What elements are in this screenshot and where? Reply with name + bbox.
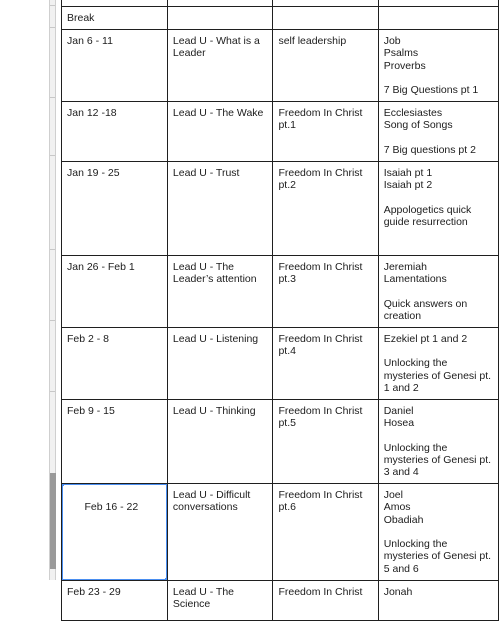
reading-cell[interactable]: Joel Amos Obadiah Unlocking the mysteries of Genesi pt. 5 and 6 xyxy=(378,484,498,580)
table-row xyxy=(62,7,499,30)
date-cell[interactable]: Feb 9 - 15 xyxy=(62,400,168,484)
reading-cell[interactable]: Jonah xyxy=(378,580,498,620)
row-marker xyxy=(50,249,55,250)
date-cell[interactable]: Jan 12 -18 xyxy=(62,102,168,162)
row-gutter xyxy=(0,0,52,580)
lead-u-cell[interactable]: Lead U - Trust xyxy=(167,162,273,256)
reading-cell[interactable] xyxy=(378,7,498,30)
reading-cell[interactable]: Jeremiah Lamentations Quick answers on creation xyxy=(378,256,498,328)
date-cell[interactable]: Feb 2 - 8 xyxy=(62,328,168,400)
study-cell[interactable]: Freedom In Christ xyxy=(273,580,378,620)
reading-cell[interactable]: Daniel Hosea Unlocking the mysteries of Genesi pt. 3 and 4 xyxy=(378,400,498,484)
date-cell[interactable]: Break xyxy=(62,7,168,30)
reading-cell[interactable]: Ecclesiastes Song of Songs 7 Big questions pt 2 xyxy=(378,102,498,162)
lead-u-cell[interactable]: Lead U - What is a Leader xyxy=(167,30,273,102)
selection-handle-top-left[interactable] xyxy=(62,484,65,487)
date-cell[interactable]: Jan 6 - 11 xyxy=(62,30,168,102)
table-row xyxy=(62,30,499,102)
reading-cell[interactable]: Job Psalms Proverbs 7 Big Questions pt 1 xyxy=(378,30,498,102)
row-marker xyxy=(50,320,55,321)
study-cell[interactable]: Freedom In Christ pt.1 xyxy=(273,102,378,162)
reading-cell[interactable]: Ezekiel pt 1 and 2 Unlocking the mysteries of Genesi pt. 1 and 2 xyxy=(378,328,498,400)
study-cell[interactable]: self leadership xyxy=(273,30,378,102)
study-cell[interactable]: Freedom In Christ pt.4 xyxy=(273,328,378,400)
schedule-table xyxy=(61,0,499,621)
study-cell[interactable]: Freedom In Christ pt.5 xyxy=(273,400,378,484)
row-marker xyxy=(50,27,55,28)
study-cell[interactable]: Freedom In Christ pt.3 xyxy=(273,256,378,328)
row-marker xyxy=(50,97,55,98)
date-cell[interactable]: Jan 19 - 25 xyxy=(62,162,168,256)
row-marker xyxy=(50,391,55,392)
table-row xyxy=(62,328,499,400)
study-cell[interactable]: Freedom In Christ pt.2 xyxy=(273,162,378,256)
reading-cell[interactable]: Isaiah pt 1 Isaiah pt 2 Appologetics quick guide resurrection xyxy=(378,162,498,256)
date-cell[interactable]: Feb 23 - 29 xyxy=(62,580,168,620)
row-marker xyxy=(50,155,55,156)
table-row xyxy=(62,580,499,620)
lead-u-cell[interactable]: Lead U - The Science xyxy=(167,580,273,620)
row-marker xyxy=(50,5,55,6)
lead-u-cell[interactable]: Lead U - Thinking xyxy=(167,400,273,484)
table-row xyxy=(62,256,499,328)
table-row xyxy=(62,484,499,580)
lead-u-cell[interactable]: Lead U - The Leader’s attention xyxy=(167,256,273,328)
row-selection-indicator[interactable] xyxy=(50,473,56,569)
study-cell[interactable] xyxy=(273,7,378,30)
table-row xyxy=(62,102,499,162)
date-cell[interactable]: Jan 26 - Feb 1 xyxy=(62,256,168,328)
table-row xyxy=(62,400,499,484)
lead-u-cell[interactable]: Lead U - Difficult conversations xyxy=(167,484,273,580)
lead-u-cell[interactable]: Lead U - The Wake xyxy=(167,102,273,162)
selected-date-cell[interactable] xyxy=(62,484,168,580)
table-row xyxy=(62,162,499,256)
cell-text: Feb 16 - 22 xyxy=(84,501,139,514)
study-cell[interactable]: Freedom In Christ pt.6 xyxy=(273,484,378,580)
lead-u-cell[interactable] xyxy=(167,7,273,30)
lead-u-cell[interactable]: Lead U - Listening xyxy=(167,328,273,400)
